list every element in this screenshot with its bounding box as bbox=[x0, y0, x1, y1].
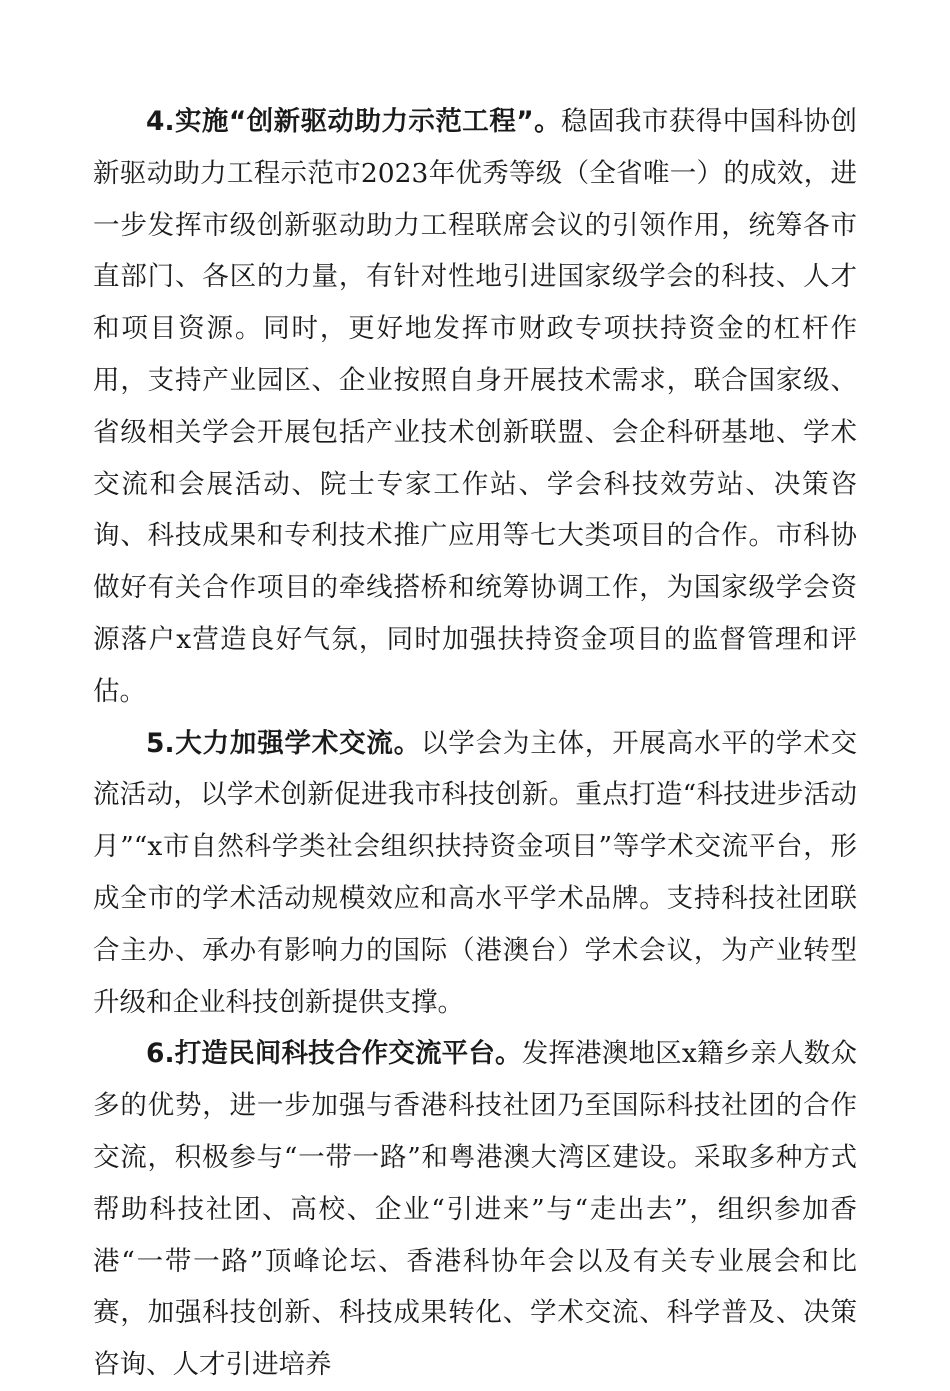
document-page bbox=[93, 96, 857, 1391]
paragraph-body: 稳固我市获得中国科协创新驱动助力工程示范市2023年优秀等级（全省唯一）的成效，进一步发挥市级创新驱动助力工程联席会议的引领作用，统筹各市直部门、各区的力量，有针对性地引进国家级学会的科技、人才和项目资源。同时，更好地发挥市财政专项扶持资金的杠杆作用，支持产业园区、企业按照自身开展技术需求，联合国家级、省级相关学会开展包括产业技术创新联盟、会企科研基地、学术交流和会展活动、院士专家工作站、学会科技效劳站、决策咨询、科技成果和专利技术推广应用等七大类项目的合作。市科协做好有关合作项目的牵线搭桥和统筹协调工作，为国家级学会资源落户x营造良好气氛，同时加强扶持资金项目的监督管理和评估。 bbox=[93, 106, 857, 707]
paragraph-heading: 5.大力加强学术交流。 bbox=[146, 727, 421, 759]
paragraph-item-4 bbox=[93, 96, 857, 718]
paragraph-item-5 bbox=[93, 718, 857, 1029]
paragraph-item-6 bbox=[93, 1028, 857, 1391]
paragraph-body: 以学会为主体，开展高水平的学术交流活动，以学术创新促进我市科技创新。重点打造“科技进步活动月”“x市自然科学类社会组织扶持资金项目”等学术交流平台，形成全市的学术活动规模效应和高水平学术品牌。支持科技社团联合主办、承办有影响力的国际（港澳台）学术会议，为产业转型升级和企业科技创新提供支撑。 bbox=[93, 727, 857, 1018]
paragraph-heading: 6.打造民间科技合作交流平台。 bbox=[146, 1038, 522, 1070]
paragraph-heading: 4.实施“创新驱动助力示范工程”。 bbox=[146, 106, 562, 137]
paragraph-body: 发挥港澳地区x籍乡亲人数众多的优势，进一步加强与香港科技社团乃至国际科技社团的合作交流，积极参与“一带一路”和粤港澳大湾区建设。采取多种方式帮助科技社团、高校、企业“引进来”与“走出去”，组织参加香港“一带一路”顶峰论坛、香港科协年会以及有关专业展会和比赛，加强科技创新、科技成果转化、学术交流、科学普及、决策咨询、人才引进培养 bbox=[93, 1038, 857, 1381]
